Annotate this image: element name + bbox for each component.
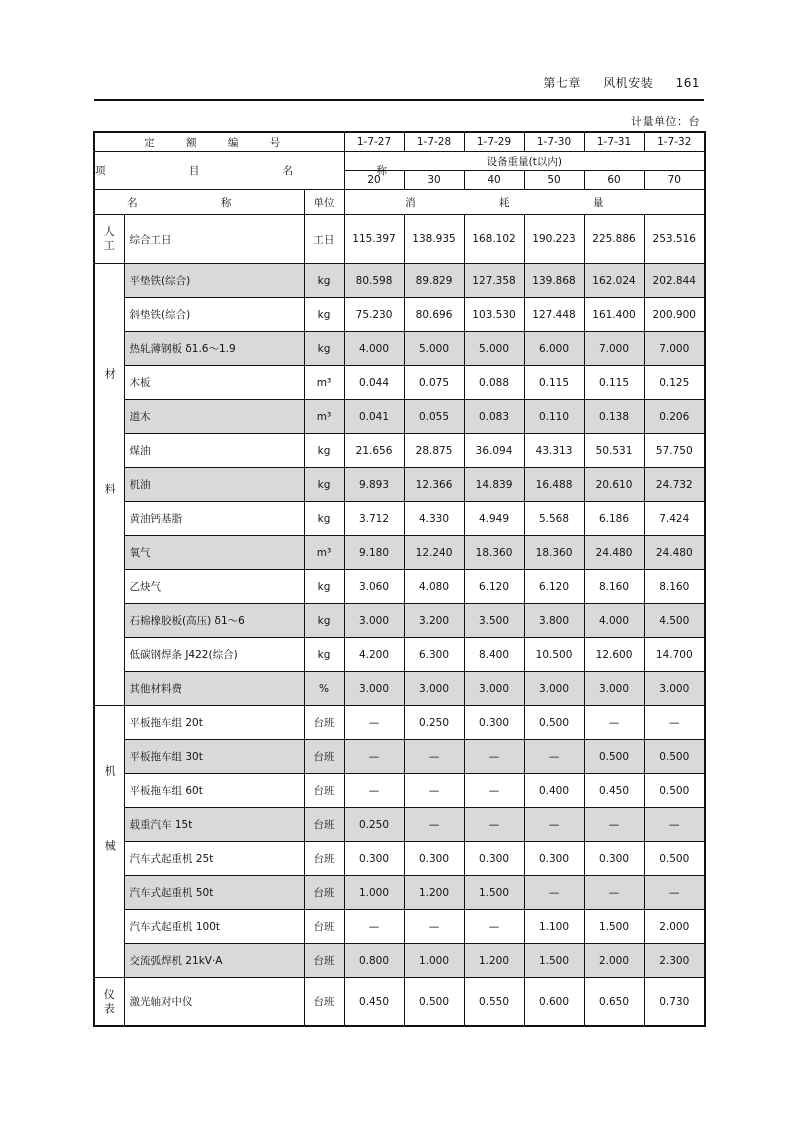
value-cell: 3.060: [344, 570, 404, 604]
value-cell: 1.000: [344, 876, 404, 910]
value-cell: 80.696: [404, 298, 464, 332]
item-unit: m³: [304, 366, 344, 400]
value-cell: 0.115: [524, 366, 584, 400]
value-cell: 0.500: [584, 740, 644, 774]
value-cell: 1.200: [464, 944, 524, 978]
value-cell: 0.206: [644, 400, 705, 434]
value-cell: 200.900: [644, 298, 705, 332]
col-name-header: 名 称: [94, 190, 304, 215]
unit-note: 计量单位：台: [631, 115, 700, 128]
page-header: [525, 74, 700, 91]
value-cell: 4.500: [644, 604, 705, 638]
item-unit: 台班: [304, 774, 344, 808]
item-name: 其他材料费: [124, 672, 304, 706]
table-row: [94, 570, 705, 604]
value-cell: 0.450: [344, 978, 404, 1027]
value-cell: 21.656: [344, 434, 404, 468]
value-cell: 4.000: [344, 332, 404, 366]
value-cell: 0.400: [524, 774, 584, 808]
value-cell: 0.500: [404, 978, 464, 1027]
item-name: 煤油: [124, 434, 304, 468]
category-label: 材料: [103, 367, 117, 598]
table-row: [94, 366, 705, 400]
item-name: 氧气: [124, 536, 304, 570]
code-label: 定 额 编 号: [94, 132, 344, 152]
value-cell: 36.094: [464, 434, 524, 468]
value-cell: —: [404, 808, 464, 842]
value-cell: 0.044: [344, 366, 404, 400]
value-cell: 0.088: [464, 366, 524, 400]
value-cell: 1.500: [524, 944, 584, 978]
value-cell: 5.000: [464, 332, 524, 366]
category-label: 人工: [103, 225, 115, 252]
value-cell: 0.300: [524, 842, 584, 876]
table-row: [94, 215, 705, 264]
value-cell: 2.300: [644, 944, 705, 978]
table-row: [94, 740, 705, 774]
code-cell: 1-7-32: [644, 132, 705, 152]
table-row: [94, 400, 705, 434]
table-row: [94, 672, 705, 706]
value-cell: 9.180: [344, 536, 404, 570]
value-cell: 0.300: [404, 842, 464, 876]
weight-cell: 30: [404, 171, 464, 190]
table-row: [94, 876, 705, 910]
value-cell: 0.730: [644, 978, 705, 1027]
value-cell: 12.240: [404, 536, 464, 570]
value-cell: 1.100: [524, 910, 584, 944]
item-unit: kg: [304, 570, 344, 604]
value-cell: 0.600: [524, 978, 584, 1027]
item-unit: %: [304, 672, 344, 706]
value-cell: 4.949: [464, 502, 524, 536]
value-cell: 3.000: [404, 672, 464, 706]
value-cell: 20.610: [584, 468, 644, 502]
weight-cell: 20: [344, 171, 404, 190]
value-cell: —: [584, 876, 644, 910]
value-cell: 24.480: [584, 536, 644, 570]
item-name: 激光轴对中仪: [124, 978, 304, 1027]
value-cell: 14.700: [644, 638, 705, 672]
item-unit: 台班: [304, 808, 344, 842]
value-cell: 6.186: [584, 502, 644, 536]
category-cell: [94, 978, 124, 1027]
item-unit: 台班: [304, 740, 344, 774]
code-cell: 1-7-31: [584, 132, 644, 152]
item-unit: 台班: [304, 910, 344, 944]
value-cell: 2.000: [584, 944, 644, 978]
value-cell: —: [464, 740, 524, 774]
item-unit: 台班: [304, 944, 344, 978]
item-name: 平板拖车组 20t: [124, 706, 304, 740]
chapter-title: 风机安装: [603, 76, 654, 90]
value-cell: 57.750: [644, 434, 705, 468]
value-cell: 0.300: [464, 706, 524, 740]
weight-cell: 40: [464, 171, 524, 190]
value-cell: 0.550: [464, 978, 524, 1027]
value-cell: 4.000: [584, 604, 644, 638]
value-cell: 7.000: [584, 332, 644, 366]
value-cell: 0.300: [344, 842, 404, 876]
value-cell: 28.875: [404, 434, 464, 468]
value-cell: 24.732: [644, 468, 705, 502]
value-cell: 0.075: [404, 366, 464, 400]
value-cell: —: [464, 910, 524, 944]
value-cell: —: [644, 706, 705, 740]
table-row: [94, 298, 705, 332]
weight-cell: 70: [644, 171, 705, 190]
value-cell: 12.366: [404, 468, 464, 502]
item-name: 石棉橡胶板(高压) δ1～6: [124, 604, 304, 638]
value-cell: 0.083: [464, 400, 524, 434]
value-cell: 18.360: [524, 536, 584, 570]
item-name: 道木: [124, 400, 304, 434]
value-cell: 1.500: [464, 876, 524, 910]
table-row: [94, 604, 705, 638]
item-unit: 台班: [304, 706, 344, 740]
item-name: 斜垫铁(综合): [124, 298, 304, 332]
value-cell: 6.120: [524, 570, 584, 604]
item-unit: 台班: [304, 876, 344, 910]
value-cell: 3.000: [584, 672, 644, 706]
value-cell: 6.300: [404, 638, 464, 672]
value-cell: —: [524, 740, 584, 774]
value-cell: 168.102: [464, 215, 524, 264]
item-unit: kg: [304, 604, 344, 638]
item-unit: kg: [304, 468, 344, 502]
value-cell: 6.120: [464, 570, 524, 604]
table-row: [94, 944, 705, 978]
item-unit: kg: [304, 502, 344, 536]
value-cell: —: [644, 808, 705, 842]
value-cell: 8.160: [584, 570, 644, 604]
value-cell: 3.712: [344, 502, 404, 536]
table-row: [94, 638, 705, 672]
table-row: [94, 808, 705, 842]
table-row: [94, 536, 705, 570]
project-label: 项 目 名 称: [94, 152, 344, 190]
value-cell: —: [644, 876, 705, 910]
item-name: 综合工日: [124, 215, 304, 264]
value-cell: 202.844: [644, 264, 705, 298]
value-cell: 3.200: [404, 604, 464, 638]
value-cell: 0.500: [644, 842, 705, 876]
item-unit: kg: [304, 434, 344, 468]
table-row: [94, 842, 705, 876]
value-cell: 16.488: [524, 468, 584, 502]
value-cell: 43.313: [524, 434, 584, 468]
category-cell: [94, 264, 124, 706]
value-cell: 0.138: [584, 400, 644, 434]
item-name: 平垫铁(综合): [124, 264, 304, 298]
table-row: [94, 502, 705, 536]
table-row: [94, 910, 705, 944]
value-cell: 162.024: [584, 264, 644, 298]
value-cell: 3.000: [644, 672, 705, 706]
value-cell: 0.041: [344, 400, 404, 434]
item-unit: m³: [304, 536, 344, 570]
value-cell: —: [524, 876, 584, 910]
value-cell: 24.480: [644, 536, 705, 570]
table-row: [94, 978, 705, 1027]
code-row: [94, 132, 705, 152]
item-name: 黄油钙基脂: [124, 502, 304, 536]
value-cell: 6.000: [524, 332, 584, 366]
value-cell: 0.500: [644, 740, 705, 774]
code-cell: 1-7-27: [344, 132, 404, 152]
value-cell: 7.000: [644, 332, 705, 366]
value-cell: 0.250: [404, 706, 464, 740]
value-cell: 3.000: [344, 672, 404, 706]
value-cell: 1.000: [404, 944, 464, 978]
value-cell: 0.250: [344, 808, 404, 842]
value-cell: —: [404, 774, 464, 808]
value-cell: 0.110: [524, 400, 584, 434]
value-cell: 5.000: [404, 332, 464, 366]
value-cell: 10.500: [524, 638, 584, 672]
value-cell: —: [524, 808, 584, 842]
quota-table: [93, 131, 706, 1027]
value-cell: 50.531: [584, 434, 644, 468]
item-unit: kg: [304, 264, 344, 298]
value-cell: 139.868: [524, 264, 584, 298]
item-name: 载重汽车 15t: [124, 808, 304, 842]
value-cell: 0.800: [344, 944, 404, 978]
value-cell: —: [464, 774, 524, 808]
value-cell: 0.500: [644, 774, 705, 808]
value-cell: —: [344, 910, 404, 944]
item-name: 平板拖车组 60t: [124, 774, 304, 808]
table-row: [94, 264, 705, 298]
value-cell: 4.080: [404, 570, 464, 604]
value-cell: 5.568: [524, 502, 584, 536]
value-cell: 3.000: [524, 672, 584, 706]
col-consumption-header: 消 耗 量: [344, 190, 705, 215]
value-cell: 7.424: [644, 502, 705, 536]
col-unit-header: 单位: [304, 190, 344, 215]
category-cell: [94, 706, 124, 978]
value-cell: —: [404, 740, 464, 774]
item-name: 汽车式起重机 50t: [124, 876, 304, 910]
value-cell: 14.839: [464, 468, 524, 502]
value-cell: 0.650: [584, 978, 644, 1027]
item-unit: m³: [304, 400, 344, 434]
table-row: [94, 706, 705, 740]
value-cell: 2.000: [644, 910, 705, 944]
value-cell: 0.125: [644, 366, 705, 400]
item-name: 机油: [124, 468, 304, 502]
table-row: [94, 332, 705, 366]
value-cell: 0.300: [584, 842, 644, 876]
item-name: 平板拖车组 30t: [124, 740, 304, 774]
value-cell: 138.935: [404, 215, 464, 264]
quota-table-body: [94, 132, 705, 1026]
chapter-label: 第七章: [543, 76, 581, 90]
value-cell: 127.358: [464, 264, 524, 298]
category-label: 仪表: [103, 987, 115, 1015]
item-unit: 台班: [304, 842, 344, 876]
code-cell: 1-7-30: [524, 132, 584, 152]
value-cell: 0.055: [404, 400, 464, 434]
value-cell: 3.500: [464, 604, 524, 638]
value-cell: 0.450: [584, 774, 644, 808]
item-unit: kg: [304, 332, 344, 366]
value-cell: 190.223: [524, 215, 584, 264]
table-row: [94, 774, 705, 808]
value-cell: 0.500: [524, 706, 584, 740]
item-name: 汽车式起重机 100t: [124, 910, 304, 944]
weight-cell: 50: [524, 171, 584, 190]
value-cell: 127.448: [524, 298, 584, 332]
value-cell: 18.360: [464, 536, 524, 570]
value-cell: 12.600: [584, 638, 644, 672]
item-name: 乙炔气: [124, 570, 304, 604]
value-cell: 161.400: [584, 298, 644, 332]
value-cell: 3.000: [464, 672, 524, 706]
value-cell: 80.598: [344, 264, 404, 298]
value-cell: 1.200: [404, 876, 464, 910]
item-name: 低碳钢焊条 J422(综合): [124, 638, 304, 672]
table-row: [94, 434, 705, 468]
value-cell: 4.330: [404, 502, 464, 536]
value-cell: —: [344, 774, 404, 808]
weight-cell: 60: [584, 171, 644, 190]
item-name: 汽车式起重机 25t: [124, 842, 304, 876]
value-cell: 253.516: [644, 215, 705, 264]
value-cell: 103.530: [464, 298, 524, 332]
category-label: 机械: [103, 764, 117, 915]
item-unit: kg: [304, 298, 344, 332]
page-number: 161: [675, 76, 700, 90]
value-cell: 3.000: [344, 604, 404, 638]
code-cell: 1-7-28: [404, 132, 464, 152]
item-unit: 工日: [304, 215, 344, 264]
item-name: 热轧薄钢板 δ1.6～1.9: [124, 332, 304, 366]
value-cell: 9.893: [344, 468, 404, 502]
value-cell: —: [404, 910, 464, 944]
value-cell: 225.886: [584, 215, 644, 264]
value-cell: 115.397: [344, 215, 404, 264]
weight-label: 设备重量(t以内): [344, 152, 705, 171]
item-name: 木板: [124, 366, 304, 400]
category-cell: [94, 215, 124, 264]
value-cell: —: [464, 808, 524, 842]
code-cell: 1-7-29: [464, 132, 524, 152]
item-unit: kg: [304, 638, 344, 672]
value-cell: —: [344, 740, 404, 774]
item-unit: 台班: [304, 978, 344, 1027]
column-header-row: [94, 190, 705, 215]
header-rule: [94, 99, 704, 101]
value-cell: 8.400: [464, 638, 524, 672]
table-row: [94, 468, 705, 502]
value-cell: —: [344, 706, 404, 740]
value-cell: 4.200: [344, 638, 404, 672]
value-cell: —: [584, 706, 644, 740]
value-cell: 89.829: [404, 264, 464, 298]
value-cell: 0.115: [584, 366, 644, 400]
item-name: 交流弧焊机 21kV·A: [124, 944, 304, 978]
value-cell: —: [584, 808, 644, 842]
value-cell: 1.500: [584, 910, 644, 944]
value-cell: 3.800: [524, 604, 584, 638]
value-cell: 75.230: [344, 298, 404, 332]
weight-label-row: [94, 152, 705, 171]
value-cell: 0.300: [464, 842, 524, 876]
value-cell: 8.160: [644, 570, 705, 604]
